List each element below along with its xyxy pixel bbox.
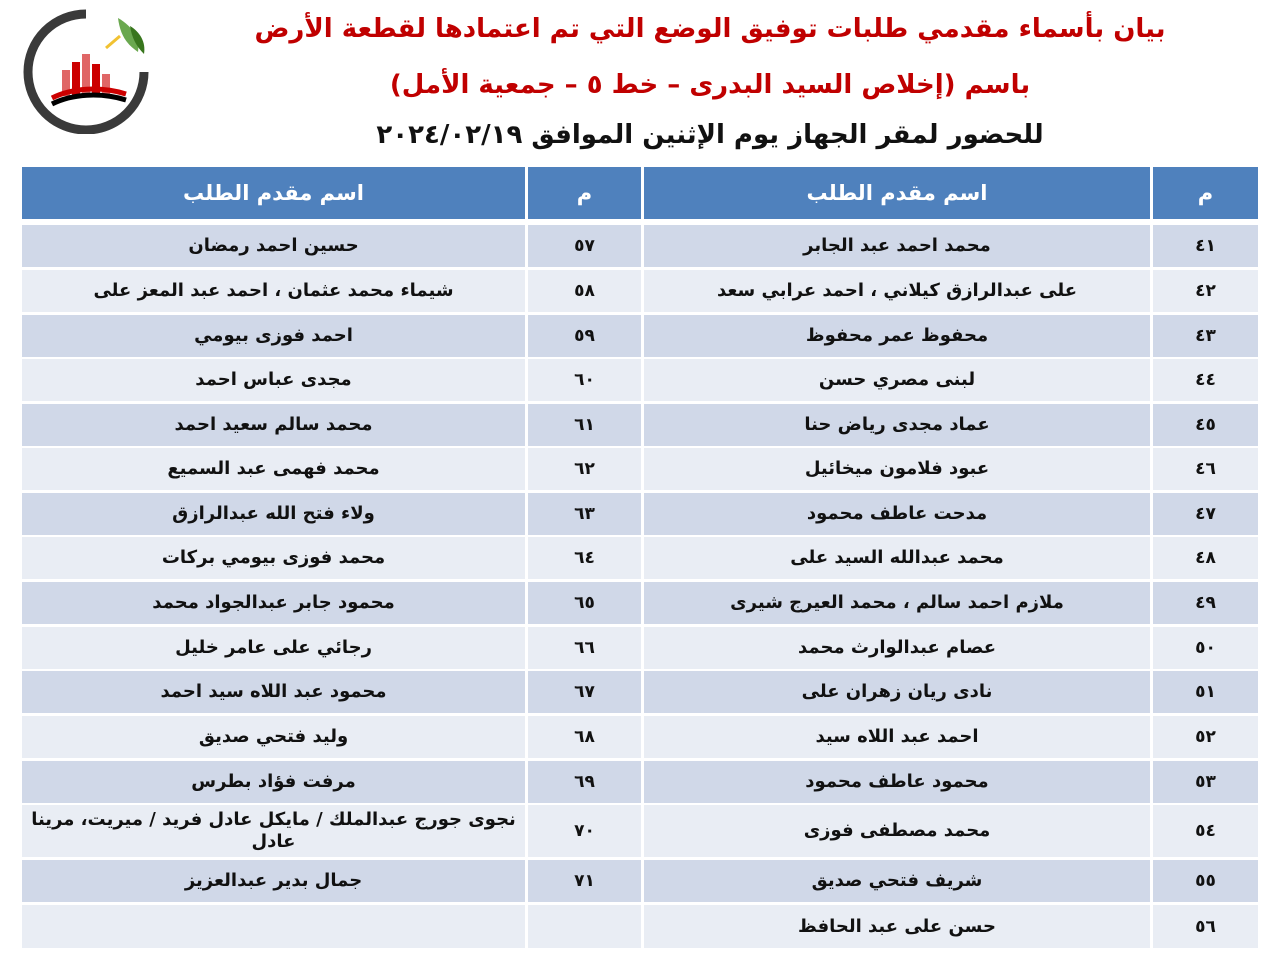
column-header-name: اسم مقدم الطلب bbox=[644, 167, 1150, 219]
row-number-cell: ٥١ bbox=[1153, 671, 1258, 713]
applicant-name-cell: محمد مصطفى فوزى bbox=[644, 805, 1150, 857]
applicant-name-cell: محمود جابر عبدالجواد محمد bbox=[22, 582, 525, 624]
row-number-cell: ٤٦ bbox=[1153, 448, 1258, 490]
row-number-cell: ٤٢ bbox=[1153, 270, 1258, 312]
row-number-cell: ٦٤ bbox=[528, 537, 641, 579]
applicants-table bbox=[22, 167, 1258, 949]
row-number-cell: ٥٧ bbox=[528, 225, 641, 267]
applicant-name-cell: شيماء محمد عثمان ، احمد عبد المعز على bbox=[22, 270, 525, 312]
row-number-cell: ٤٩ bbox=[1153, 582, 1258, 624]
applicant-name-cell: محمود عاطف محمود bbox=[644, 761, 1150, 803]
applicant-name-cell: احمد فوزى بيومي bbox=[22, 315, 525, 357]
applicant-name-cell: شريف فتحي صديق bbox=[644, 860, 1150, 902]
applicant-name-cell: محمد فهمى عبد السميع bbox=[22, 448, 525, 490]
applicant-name-cell: مدحت عاطف محمود bbox=[644, 493, 1150, 535]
column-header-name: اسم مقدم الطلب bbox=[22, 167, 525, 219]
applicant-name-cell: عصام عبدالوارث محمد bbox=[644, 627, 1150, 669]
applicant-name-cell: نادى ريان زهران على bbox=[644, 671, 1150, 713]
attendance-date-line: للحضور لمقر الجهاز يوم الإثنين الموافق ٢٠٢٤/٠٢/١٩ bbox=[376, 120, 1044, 150]
applicant-name-cell: لبنى مصري حسن bbox=[644, 359, 1150, 401]
applicant-name-cell: مجدى عباس احمد bbox=[22, 359, 525, 401]
applicant-name-cell: عماد مجدى رياض حنا bbox=[644, 404, 1150, 446]
applicant-name-cell bbox=[22, 905, 525, 948]
applicant-name-cell: محفوظ عمر محفوظ bbox=[644, 315, 1150, 357]
applicant-name-cell: ولاء فتح الله عبدالرازق bbox=[22, 493, 525, 535]
row-number-cell: ٤٤ bbox=[1153, 359, 1258, 401]
page-subtitle: باسم (إخلاص السيد البدرى – خط ٥ – جمعية الأمل) bbox=[389, 70, 1031, 100]
row-number-cell: ٤١ bbox=[1153, 225, 1258, 267]
row-number-cell: ٤٥ bbox=[1153, 404, 1258, 446]
row-number-cell: ٥٦ bbox=[1153, 905, 1258, 948]
applicant-name-cell: نجوى جورج عبدالملك / مايكل عادل فريد / ميريت، مرينا عادل bbox=[22, 805, 525, 857]
applicant-name-cell: محمد احمد عبد الجابر bbox=[644, 225, 1150, 267]
row-number-cell: ٦١ bbox=[528, 404, 641, 446]
row-number-cell: ٧٠ bbox=[528, 805, 641, 857]
row-number-cell: ٦٥ bbox=[528, 582, 641, 624]
row-number-cell: ٤٧ bbox=[1153, 493, 1258, 535]
applicant-name-cell: عبود فلامون ميخائيل bbox=[644, 448, 1150, 490]
row-number-cell: ٤٨ bbox=[1153, 537, 1258, 579]
column-header-number: م bbox=[528, 167, 641, 219]
row-number-cell: ٥٨ bbox=[528, 270, 641, 312]
row-number-cell bbox=[528, 905, 641, 948]
row-number-cell: ٥٤ bbox=[1153, 805, 1258, 857]
applicant-name-cell: احمد عبد اللاه سيد bbox=[644, 716, 1150, 758]
applicant-name-cell: محمود عبد اللاه سيد احمد bbox=[22, 671, 525, 713]
row-number-cell: ٥٢ bbox=[1153, 716, 1258, 758]
row-number-cell: ٦٠ bbox=[528, 359, 641, 401]
applicant-name-cell: حسن على عبد الحافظ bbox=[644, 905, 1150, 948]
row-number-cell: ٥٩ bbox=[528, 315, 641, 357]
row-number-cell: ٦٧ bbox=[528, 671, 641, 713]
applicant-name-cell: جمال بدير عبدالعزيز bbox=[22, 860, 525, 902]
applicant-name-cell: وليد فتحي صديق bbox=[22, 716, 525, 758]
applicant-name-cell: على عبدالرازق كيلاني ، احمد عرابي سعد bbox=[644, 270, 1150, 312]
agency-logo bbox=[22, 8, 150, 134]
row-number-cell: ٦٨ bbox=[528, 716, 641, 758]
row-number-cell: ٧١ bbox=[528, 860, 641, 902]
page-title: بيان بأسماء مقدمي طلبات توفيق الوضع التي تم اعتمادها لقطعة الأرض bbox=[254, 14, 1166, 44]
applicant-name-cell: محمد عبدالله السيد على bbox=[644, 537, 1150, 579]
applicant-name-cell: مرفت فؤاد بطرس bbox=[22, 761, 525, 803]
row-number-cell: ٥٠ bbox=[1153, 627, 1258, 669]
applicant-name-cell: رجائي على عامر خليل bbox=[22, 627, 525, 669]
row-number-cell: ٦٢ bbox=[528, 448, 641, 490]
applicant-name-cell: حسين احمد رمضان bbox=[22, 225, 525, 267]
row-number-cell: ٥٣ bbox=[1153, 761, 1258, 803]
applicant-name-cell: محمد سالم سعيد احمد bbox=[22, 404, 525, 446]
applicant-name-cell: محمد فوزى بيومي بركات bbox=[22, 537, 525, 579]
row-number-cell: ٦٩ bbox=[528, 761, 641, 803]
row-number-cell: ٥٥ bbox=[1153, 860, 1258, 902]
row-number-cell: ٦٦ bbox=[528, 627, 641, 669]
row-number-cell: ٦٣ bbox=[528, 493, 641, 535]
applicant-name-cell: ملازم احمد سالم ، محمد العيرج شيرى bbox=[644, 582, 1150, 624]
row-number-cell: ٤٣ bbox=[1153, 315, 1258, 357]
column-header-number: م bbox=[1153, 167, 1258, 219]
